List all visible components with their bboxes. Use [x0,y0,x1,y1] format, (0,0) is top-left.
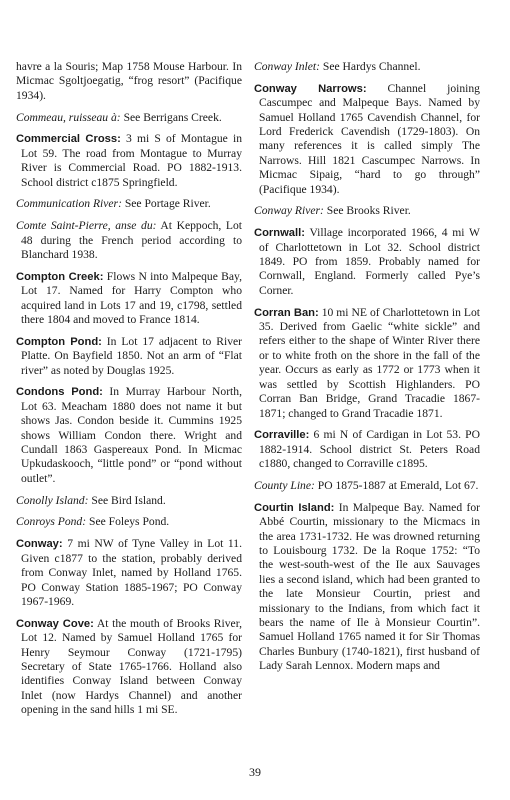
gazetteer-entry [16,111,242,125]
entry-headword: County Line: [254,478,315,492]
gazetteer-entry [16,197,242,211]
entry-text: Village incorporated 1966, 4 mi W of Charlottetown in Lot 32. School district 1849. PO from 1859. Probably named for Cornwall, England. Formerly called Pye’s Corner. [259,226,480,297]
entry-text: 3 mi S of Montague in Lot 59. The road from Montague to Murray River is Commercial Road. PO 1882-1913. School district c1875 Springfield. [21,132,242,189]
entry-text: At Keppoch, Lot 48 during the French period according to Blanchard 1938. [21,219,243,262]
entry-headword: Conway Narrows: [254,82,367,95]
entry-headword: Comte Saint-Pierre, anse du: [16,219,157,233]
gazetteer-entry [254,306,480,421]
entry-text: See Portage River. [121,197,211,211]
entry-text: In Lot 17 adjacent to River Platte. On Bayfield 1850. Not an arm of “Flat river” as noted by Douglas 1925. [21,334,243,377]
gazetteer-entry [254,501,480,674]
gazetteer-entry [16,60,242,103]
entry-headword: Conolly Island: [16,493,89,507]
entry-text: See Bird Island. [88,493,166,507]
gazetteer-entry [16,132,242,190]
gazetteer-entry [16,219,242,262]
entry-text: 10 mi NE of Charlottetown in Lot 35. Derived from Gaelic “white sickle” and refers either to the shape of Winter River there or to white froth on the shore in the fall of the year. Occurs as early as 1772 or 1773 when it was settled by Scottish Highlanders. PO Corran Ban Bridge, Grand Tracadie 1867-1871; changed to Grand Tracadie 1871. [259,305,480,420]
entry-text: At the mouth of Brooks River, Lot 12. Named by Samuel Holland 1765 for Henry Seymour Conway (1721-1795) Secretary of State 1765-1766. Holland also identifies Conway Island between Conway Inlet (now Hardys Channel) and another opening in the sand hills 1 mi SE. [21,616,242,717]
gazetteer-entry [16,617,242,718]
entry-text: See Brooks River. [323,204,411,218]
entry-text: See Foleys Pond. [86,515,170,529]
gazetteer-entry [16,515,242,529]
entry-headword: Courtin Island: [254,501,335,514]
entry-headword: Corran Ban: [254,306,319,319]
entry-headword: Compton Pond: [16,335,102,348]
entry-text: Flows N into Malpeque Bay, Lot 17. Named for Harry Compton who acquired land in Lots 17 and 19, c1798, settled there 1804 and moved to France 1814. [21,269,242,327]
entry-headword: Communication River: [16,197,122,211]
entry-headword: Conway Inlet: [254,60,321,73]
entry-text: PO 1875-1887 at Emerald, Lot 67. [314,478,479,492]
gazetteer-entry [254,428,480,471]
entry-text: In Murray Harbour North, Lot 63. Meacham 1880 does not name it but shows Jas. Condon beside it. Cummins 1925 shows William Condon there. Wright and Cundall 1863 Gaspereaux Pond. In Micmac Upkudaskooch, “little pond” or “pond without outlet”. [21,385,242,485]
entry-headword: Conway River: [254,204,324,218]
entry-headword: Cornwall: [254,227,305,240]
entry-headword: Corraville: [254,429,310,442]
entry-text: 7 mi NW of Tyne Valley in Lot 11. Given c1877 to the station, probably derived from Conway Inlet, named by Holland 1765. PO Conway Station 1885-1967; PO Conway 1967-1969. [21,537,242,608]
entry-text: 6 mi N of Cardigan in Lot 53. PO 1882-1914. School district St. Peters Road c1880, changed to Corraville c1895. [259,428,480,471]
entry-headword: Compton Creek: [16,270,104,283]
entry-text: See Hardys Channel. [320,60,421,73]
gazetteer-entry [254,60,480,74]
gazetteer-entry [254,82,480,197]
entry-text: Channel joining Cascumpec and Malpeque Bays. Named by Samuel Holland 1765 Cavendish Channel, for Lord Frederick Cavendish (1729-1803). On many references it is called simply The Narrows. Hill 1821 Cascumpec Narrows. In Micmac Sipaig, “hard to go through” (Pacifique 1934). [259,81,480,196]
entry-headword: Conway: [16,538,63,551]
entry-text: See Berrigans Creek. [120,110,222,124]
gazetteer-entry [16,537,242,609]
left-column [16,60,242,725]
gazetteer-entry [16,270,242,328]
gazetteer-entry [16,335,242,378]
entry-text: In Malpeque Bay. Named for Abbé Courtin, missionary to the Micmacs in the area 1731-1732. He was drowned returning to Louisbourg 1732. De la Roque 1752: “To the west-south-west of the Ile aux Sauvages lies a second island, which had been granted to the late Monsieur Courtin, priest and missionary to the Indians, from which fact it bears the name of Ile à Monsieur Courtin”. Samuel Holland 1765 named it for Sir Thomas Charles Bunbury (1740-1821), first husband of Lady Sarah Lennox. Modern maps and [259,500,480,673]
page-number: 39 [249,765,261,779]
entry-headword: Conway Cove: [16,617,94,630]
right-column [254,60,480,681]
entry-headword: Condons Pond: [16,386,103,399]
gazetteer-entry [254,226,480,298]
entry-text: havre a la Souris; Map 1758 Mouse Harbour. In Micmac Sgoltjoegatig, “frog resort” (Pacifique 1934). [16,60,242,102]
gazetteer-entry [254,204,480,218]
entry-headword: Conroys Pond: [16,515,87,529]
entry-headword: Commercial Cross: [16,133,121,146]
gazetteer-entry [254,479,480,493]
entry-headword: Commeau, ruisseau à: [16,110,121,124]
gazetteer-entry [16,494,242,508]
gazetteer-entry [16,385,242,486]
